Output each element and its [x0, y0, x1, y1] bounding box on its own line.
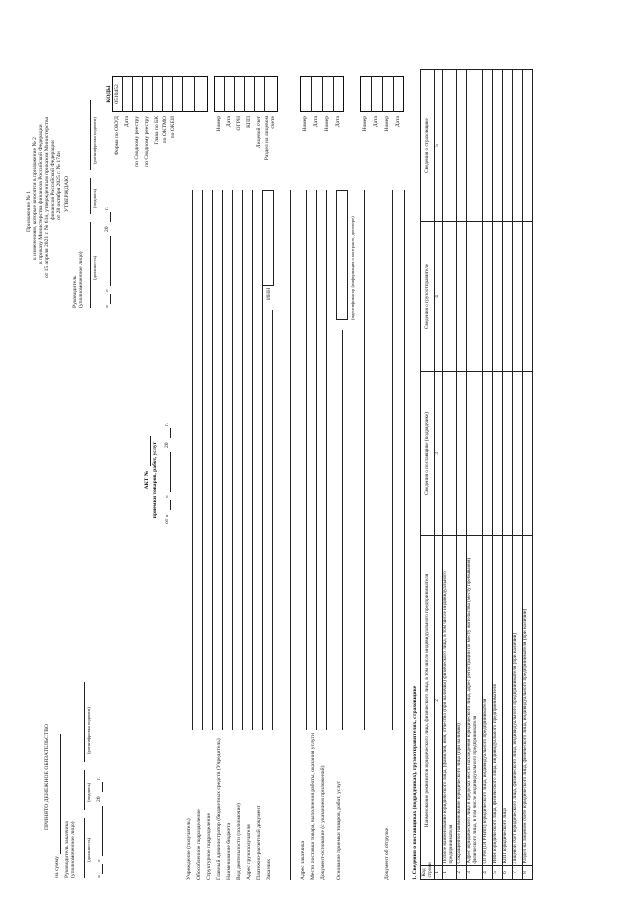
row-4-insurer	[483, 70, 493, 222]
row-name-5: ИНН юридического лица, физического лица, индивидуального предпринимателя	[493, 536, 503, 866]
code-label-registry-1: по Сводному реестру	[134, 116, 140, 167]
approve-year-suffix: г.	[104, 206, 110, 210]
field-consignee-address: Адрес грузополучателя	[246, 824, 252, 880]
field-main-administrator: Главный администратор (бюджетных средств (Учредитель)	[216, 738, 222, 880]
field-structural-unit: Структурное подразделение	[206, 813, 212, 880]
row-name-4: ОГРН (ОГРНИП) юридического лица, индивидуального предпринимателя	[483, 536, 493, 866]
field-separate-unit: Обособленное подразделение	[196, 809, 202, 880]
row-7-insurer	[513, 70, 523, 222]
header-row-code: Код строки	[420, 862, 433, 878]
code-label-registry-2: по Сводному реестру	[144, 116, 150, 167]
col-number-1: 1	[435, 866, 443, 880]
lower-code-number-2: Номер	[324, 116, 330, 132]
appendix-line-2: к изменениям, которые вносятся в приложение № 2	[32, 137, 38, 260]
code-label-doc-date: Дата	[226, 116, 232, 128]
row-5-shipper	[493, 222, 503, 372]
row-code-4: 4	[483, 866, 493, 880]
col-number-4: 4	[435, 222, 443, 372]
appendix-line-5: финансов Российской Федерации	[50, 140, 56, 220]
section-1-title: 1. Сведения о поставщиках (подрядчиках), грузоотправителях, страховщике	[412, 685, 418, 880]
accepted-name-caption: (расшифровка подписи)	[86, 707, 91, 754]
header-insurer: Сведения о страховщике	[421, 70, 435, 222]
row-8-supplier	[523, 372, 533, 536]
code-label-section-2: счете	[270, 116, 276, 129]
contract-id-box	[336, 190, 348, 320]
approve-signature-caption: (подпись)	[92, 188, 97, 208]
row-2-supplier	[457, 372, 467, 536]
header-shipper: Сведения о грузоотправителе	[421, 222, 435, 372]
row-code-5: 5	[493, 866, 503, 880]
row-code-3: 3	[467, 866, 483, 880]
lower-code-date-1: Дата	[313, 116, 319, 128]
code-label-section: Раздел на лицевом	[264, 116, 270, 161]
row-code-8: 8	[523, 866, 533, 880]
lower-code-date-3: Дата	[373, 116, 379, 128]
accepted-title: ПРИНЯТО ДЕНЕЖНОЕ ОБЯЗАТЕЛЬСТВО	[44, 723, 50, 830]
row-code-6: 6	[503, 866, 513, 880]
row-4-supplier	[483, 372, 493, 536]
approve-year-prefix: 20	[104, 226, 110, 232]
inn-label: ИНН	[266, 287, 272, 300]
approve-position-caption: (должность)	[92, 255, 97, 280]
code-label-okud: Форма по ОКУД	[114, 116, 120, 156]
row-name-8: Раздел на лицевом счете юридического лица, физического лица, индивидуального предпринимателя (при наличии)	[523, 536, 533, 866]
row-1-shipper	[443, 222, 457, 372]
row-6-supplier	[503, 372, 513, 536]
code-label-date: Дата	[124, 116, 130, 128]
field-payment-document: Платежно-расчетный документ	[256, 805, 262, 880]
code-label-number: Номер	[216, 116, 222, 132]
row-name-1: Полное наименование юридического лица, (фамилия, имя, отчество (при наличии) физического лица, в том числе индивидуального предпринимателя	[443, 536, 457, 866]
row-8-insurer	[523, 70, 533, 222]
field-basis-document: Документ-основание (с указанием приложений)	[320, 765, 326, 880]
row-2-insurer	[457, 70, 467, 222]
header-requisite-name: Наименование реквизитов юридического лица, физического лица, в том числе индивидуального предпринимателя	[421, 536, 435, 866]
field-customer: Заказчик	[266, 858, 272, 880]
suppliers-table	[420, 69, 533, 880]
code-label-oktmo: по ОКТМО	[162, 116, 168, 144]
row-2-shipper	[457, 222, 467, 372]
accepted-authorized-label: (уполномоченное лицо)	[70, 821, 76, 878]
header-supplier: Сведения о поставщике (подрядчике)	[421, 372, 435, 536]
act-subtitle: приемки товаров, работ, услуг	[152, 441, 158, 519]
accepted-date-close: »	[96, 859, 102, 862]
act-year-prefix: 20	[164, 442, 170, 448]
row-3-supplier	[467, 372, 483, 536]
row-5-insurer	[493, 70, 503, 222]
accepted-date-open: «	[96, 875, 102, 878]
code-label-ogrn: ОГРН	[236, 116, 242, 131]
row-3-insurer	[467, 70, 483, 222]
contract-id-caption: (идентификатор (информация о контракте, договоре)	[350, 216, 355, 320]
field-budget-name: Наименование бюджета	[226, 822, 232, 880]
field-acceptance-basis: Основание приемки товаров, работ, услуг	[336, 780, 342, 880]
act-year-suffix: г.	[164, 422, 170, 426]
code-label-account: Лицевой счет	[256, 116, 262, 149]
row-1-supplier	[443, 372, 457, 536]
row-name-7: Лицевой счет юридического лица, физического лица, индивидуального предпринимателя (при наличии)	[513, 536, 523, 866]
appendix-line-1: Приложение № 1	[26, 191, 32, 232]
code-label-kpp: КПП	[246, 116, 252, 128]
row-8-shipper	[523, 222, 533, 372]
approve-head-label: Руководитель	[72, 275, 78, 308]
field-customer-address: Адрес заказчика	[300, 840, 306, 880]
row-code-1: 1	[443, 866, 457, 880]
row-name-3: Адрес юридического лица в пределах места нахождения юридического лица, адрес регистрации по месту жительства (месту пребывания) физического лица, в том числе индивидуального предпринимателя	[467, 536, 483, 866]
lower-code-number-4: Номер	[384, 116, 390, 132]
code-label-okei: по ОКЕИ	[170, 116, 176, 139]
inn-box	[262, 190, 274, 286]
row-4-shipper	[483, 222, 493, 372]
approve-date-open: «	[104, 305, 110, 308]
lower-code-date-4: Дата	[395, 116, 401, 128]
accepted-year-prefix: 20	[96, 796, 102, 802]
approve-date-close: »	[104, 289, 110, 292]
act-date-close: »	[164, 495, 170, 498]
lower-code-number-3: Номер	[362, 116, 368, 132]
appendix-line-6: от 28 октября 2025 г. № 174н	[56, 151, 62, 220]
form-code: 0510452	[114, 84, 120, 104]
col-number-5: 5	[435, 70, 443, 222]
lower-code-date-2: Дата	[335, 116, 341, 128]
codes-title: КОДЫ	[106, 85, 112, 103]
row-3-shipper	[467, 222, 483, 372]
row-name-2: Сокращенное наименование юридического лица (при наличии)	[457, 536, 467, 866]
row-5-supplier	[493, 372, 503, 536]
row-1-insurer	[443, 70, 457, 222]
row-code-7: 7	[513, 866, 523, 880]
approve-authorized-label: (уполномоченное лицо)	[78, 251, 84, 308]
field-recipient: Учреждение (получатель)	[186, 818, 192, 880]
appendix-line-3: к приказу Министерства финансов Российской Федерации	[38, 124, 44, 264]
row-7-supplier	[513, 372, 523, 536]
accepted-signature-caption: (подпись)	[86, 782, 91, 802]
approve-title: УТВЕРЖДАЮ	[64, 175, 70, 212]
field-shipment-document: Документ об отгрузке	[384, 827, 390, 880]
act-date-from: от «	[164, 514, 170, 524]
row-6-shipper	[503, 222, 513, 372]
appendix-line-4: от 15 апреля 2021 г. № 61н, утвержденным приказом Министерства	[44, 116, 50, 278]
row-name-6: КПП юридического лица	[503, 536, 513, 866]
accepted-head-label: Руководитель заказчика	[64, 821, 70, 878]
accepted-sum-label: на сумму	[54, 856, 60, 878]
field-activity-type: Вид деятельности (полномочие)	[236, 803, 242, 880]
row-code-2: 2	[457, 866, 467, 880]
col-number-3: 3	[435, 372, 443, 536]
lower-code-number-1: Номер	[302, 116, 308, 132]
code-label-head-bk: Глава по БК	[154, 116, 160, 145]
approve-name-caption: (расшифровка подписи)	[92, 117, 97, 164]
row-7-shipper	[513, 222, 523, 372]
field-delivery-place: Место поставки товара, выполнения работы, оказания услуги	[310, 733, 316, 880]
row-6-insurer	[503, 70, 513, 222]
accepted-year-suffix: г.	[96, 776, 102, 780]
act-title: АКТ №	[144, 470, 150, 490]
accepted-position-caption: (должность)	[86, 837, 91, 862]
col-number-2: 2	[435, 536, 443, 866]
